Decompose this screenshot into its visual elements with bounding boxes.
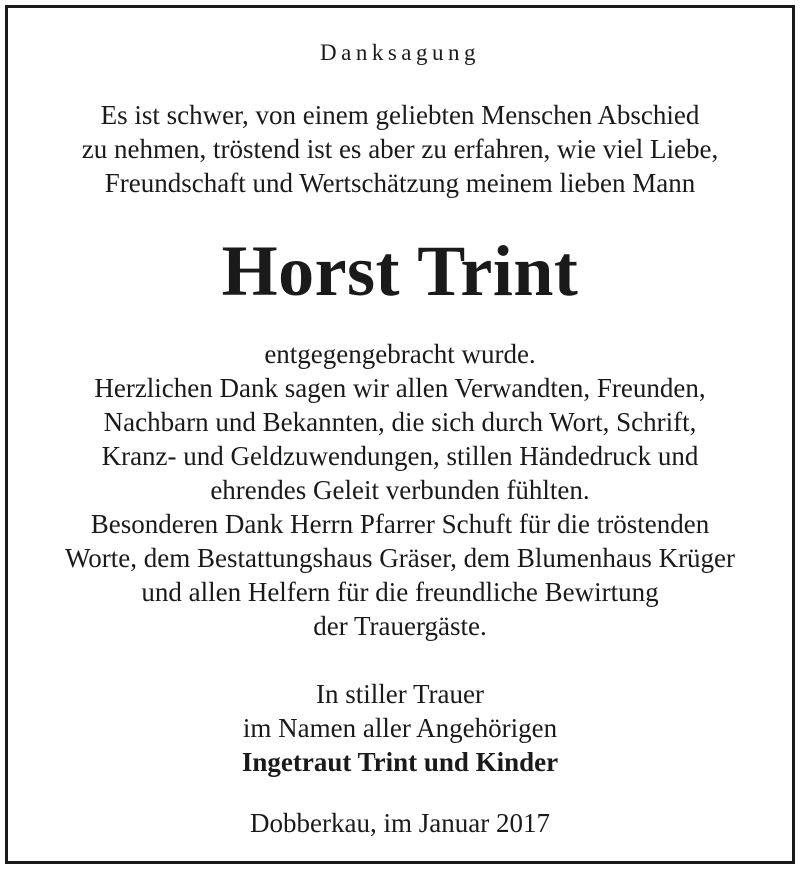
body-line: und allen Helfern für die freundliche Bewirtung <box>141 577 659 607</box>
notice-heading: Danksagung <box>320 40 480 65</box>
body-line: ehrendes Geleit verbunden fühlten. <box>210 475 590 505</box>
body-line: Besonderen Dank Herrn Pfarrer Schuft für die tröstenden <box>90 509 710 539</box>
signature-line: im Namen aller Angehörigen <box>242 713 558 743</box>
signature-line: In stiller Trauer <box>316 679 484 709</box>
body-line: Worte, dem Bestattungshaus Gräser, dem Blumenhaus Krüger <box>64 543 736 573</box>
intro-line: zu nehmen, tröstend ist es aber zu erfahren, wie viel Liebe, <box>81 134 719 164</box>
signature-block <box>8 677 792 779</box>
place-and-date: Dobberkau, im Januar 2017 <box>250 808 550 838</box>
signer-name: Ingetraut Trint und Kinder <box>241 747 559 777</box>
body-text <box>8 337 792 643</box>
body-line: der Trauergäste. <box>313 611 487 641</box>
intro-text <box>8 98 792 200</box>
obituary-notice <box>5 5 795 864</box>
deceased-name: Horst Trint <box>221 231 579 311</box>
body-line: Nachbarn und Bekannten, die sich durch Wort, Schrift, <box>103 407 697 437</box>
body-line: entgegengebracht wurde. <box>264 339 536 369</box>
intro-line: Es ist schwer, von einem geliebten Menschen Abschied <box>100 100 700 130</box>
body-line: Kranz- und Geldzuwendungen, stillen Händedruck und <box>101 441 699 471</box>
body-line: Herzlichen Dank sagen wir allen Verwandten, Freunden, <box>94 373 706 403</box>
intro-line: Freundschaft und Wertschätzung meinem lieben Mann <box>104 168 696 198</box>
